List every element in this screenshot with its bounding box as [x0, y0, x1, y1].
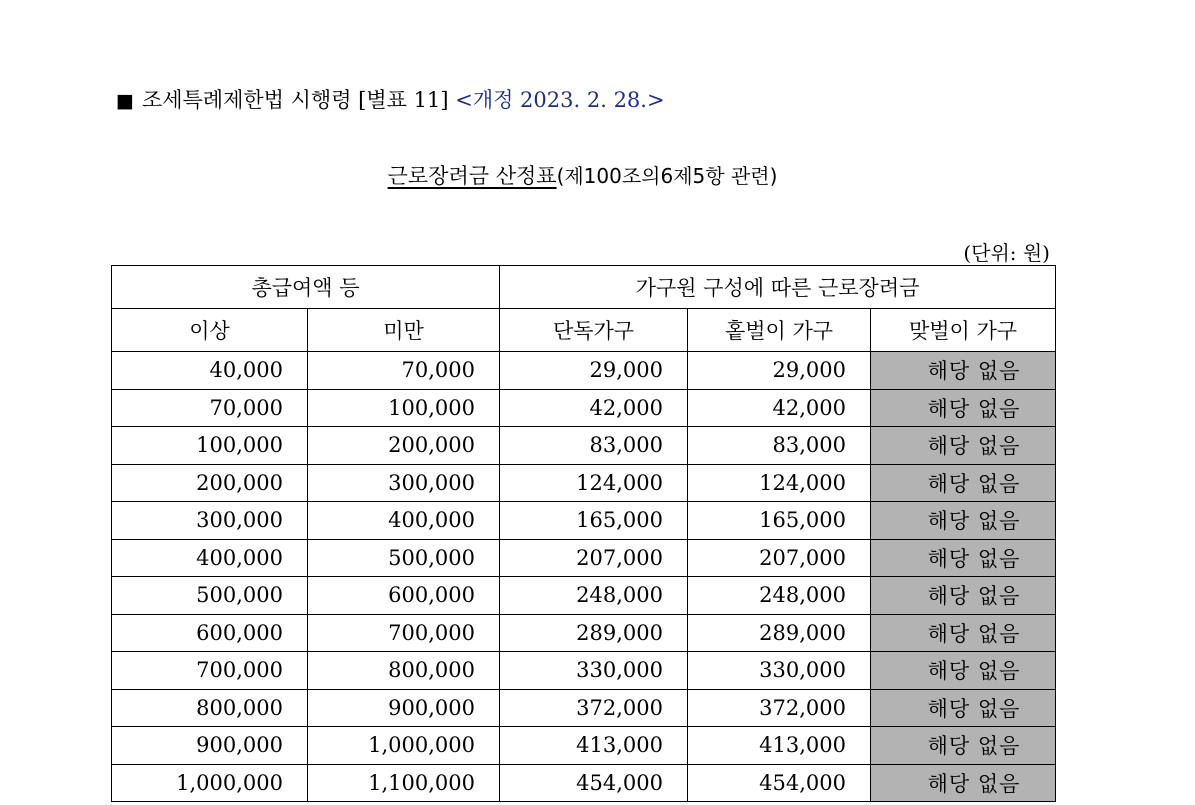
cell-single-earner: 289,000: [688, 614, 871, 652]
cell-single-earner: 413,000: [688, 727, 871, 765]
column-header: 미만: [308, 309, 500, 352]
amendment-date: <개정 2023. 2. 28.>: [455, 88, 665, 112]
cell-single-earner: 248,000: [688, 577, 871, 615]
cell-upper-bound: 200,000: [308, 427, 500, 465]
cell-upper-bound: 700,000: [308, 614, 500, 652]
cell-lower-bound: 800,000: [112, 689, 308, 727]
table-row: [112, 389, 1056, 427]
cell-single-earner: 454,000: [688, 764, 871, 802]
cell-lower-bound: 700,000: [112, 652, 308, 690]
column-header-row: [112, 309, 1056, 352]
cell-single: 83,000: [500, 427, 688, 465]
cell-upper-bound: 1,100,000: [308, 764, 500, 802]
cell-lower-bound: 40,000: [112, 352, 308, 390]
cell-dual-earner: 해당 없음: [871, 764, 1056, 802]
cell-upper-bound: 600,000: [308, 577, 500, 615]
cell-single: 29,000: [500, 352, 688, 390]
cell-single: 413,000: [500, 727, 688, 765]
cell-dual-earner: 해당 없음: [871, 389, 1056, 427]
table-row: [112, 539, 1056, 577]
cell-upper-bound: 70,000: [308, 352, 500, 390]
cell-dual-earner: 해당 없음: [871, 352, 1056, 390]
cell-dual-earner: 해당 없음: [871, 427, 1056, 465]
cell-single-earner: 207,000: [688, 539, 871, 577]
cell-dual-earner: 해당 없음: [871, 652, 1056, 690]
table-row: [112, 352, 1056, 390]
cell-lower-bound: 1,000,000: [112, 764, 308, 802]
table-row: [112, 764, 1056, 802]
group-header-income: 총급여액 등: [112, 266, 500, 309]
table-row: [112, 689, 1056, 727]
cell-lower-bound: 500,000: [112, 577, 308, 615]
cell-upper-bound: 500,000: [308, 539, 500, 577]
column-header: 단독가구: [500, 309, 688, 352]
group-header-row: [112, 266, 1056, 309]
cell-single-earner: 124,000: [688, 464, 871, 502]
cell-single: 248,000: [500, 577, 688, 615]
table-row: [112, 727, 1056, 765]
cell-lower-bound: 900,000: [112, 727, 308, 765]
cell-dual-earner: 해당 없음: [871, 502, 1056, 540]
cell-lower-bound: 600,000: [112, 614, 308, 652]
cell-lower-bound: 400,000: [112, 539, 308, 577]
title-sub: (제100조의6제5항 관련): [556, 164, 778, 188]
cell-single-earner: 29,000: [688, 352, 871, 390]
title-main: 근로장려금 산정표: [387, 164, 557, 188]
cell-upper-bound: 1,000,000: [308, 727, 500, 765]
cell-dual-earner: 해당 없음: [871, 539, 1056, 577]
cell-single: 124,000: [500, 464, 688, 502]
law-reference-line: [116, 84, 665, 114]
column-header: 홑벌이 가구: [688, 309, 871, 352]
cell-single: 207,000: [500, 539, 688, 577]
cell-single: 289,000: [500, 614, 688, 652]
cell-dual-earner: 해당 없음: [871, 464, 1056, 502]
cell-upper-bound: 300,000: [308, 464, 500, 502]
unit-label: (단위: 원): [963, 241, 1050, 265]
group-header-incentive: 가구원 구성에 따른 근로장려금: [500, 266, 1056, 309]
cell-single: 454,000: [500, 764, 688, 802]
cell-single: 165,000: [500, 502, 688, 540]
law-name: 조세특례제한법 시행령 [별표 11]: [141, 88, 449, 112]
table-row: [112, 427, 1056, 465]
column-header: 이상: [112, 309, 308, 352]
cell-dual-earner: 해당 없음: [871, 727, 1056, 765]
table-row: [112, 464, 1056, 502]
cell-upper-bound: 800,000: [308, 652, 500, 690]
cell-upper-bound: 900,000: [308, 689, 500, 727]
document-title: [0, 160, 1165, 190]
cell-lower-bound: 200,000: [112, 464, 308, 502]
cell-dual-earner: 해당 없음: [871, 689, 1056, 727]
cell-single: 42,000: [500, 389, 688, 427]
table-row: [112, 577, 1056, 615]
cell-dual-earner: 해당 없음: [871, 614, 1056, 652]
table-row: [112, 502, 1056, 540]
cell-lower-bound: 70,000: [112, 389, 308, 427]
cell-single-earner: 330,000: [688, 652, 871, 690]
cell-single-earner: 165,000: [688, 502, 871, 540]
cell-single: 330,000: [500, 652, 688, 690]
table-row: [112, 652, 1056, 690]
cell-dual-earner: 해당 없음: [871, 577, 1056, 615]
table-row: [112, 614, 1056, 652]
cell-single: 372,000: [500, 689, 688, 727]
cell-lower-bound: 100,000: [112, 427, 308, 465]
column-header: 맞벌이 가구: [871, 309, 1056, 352]
cell-single-earner: 83,000: [688, 427, 871, 465]
square-bullet-icon: ■: [116, 90, 134, 112]
cell-lower-bound: 300,000: [112, 502, 308, 540]
cell-single-earner: 42,000: [688, 389, 871, 427]
table-body: [112, 352, 1056, 802]
incentive-table: [111, 265, 1056, 802]
cell-single-earner: 372,000: [688, 689, 871, 727]
cell-upper-bound: 400,000: [308, 502, 500, 540]
cell-upper-bound: 100,000: [308, 389, 500, 427]
